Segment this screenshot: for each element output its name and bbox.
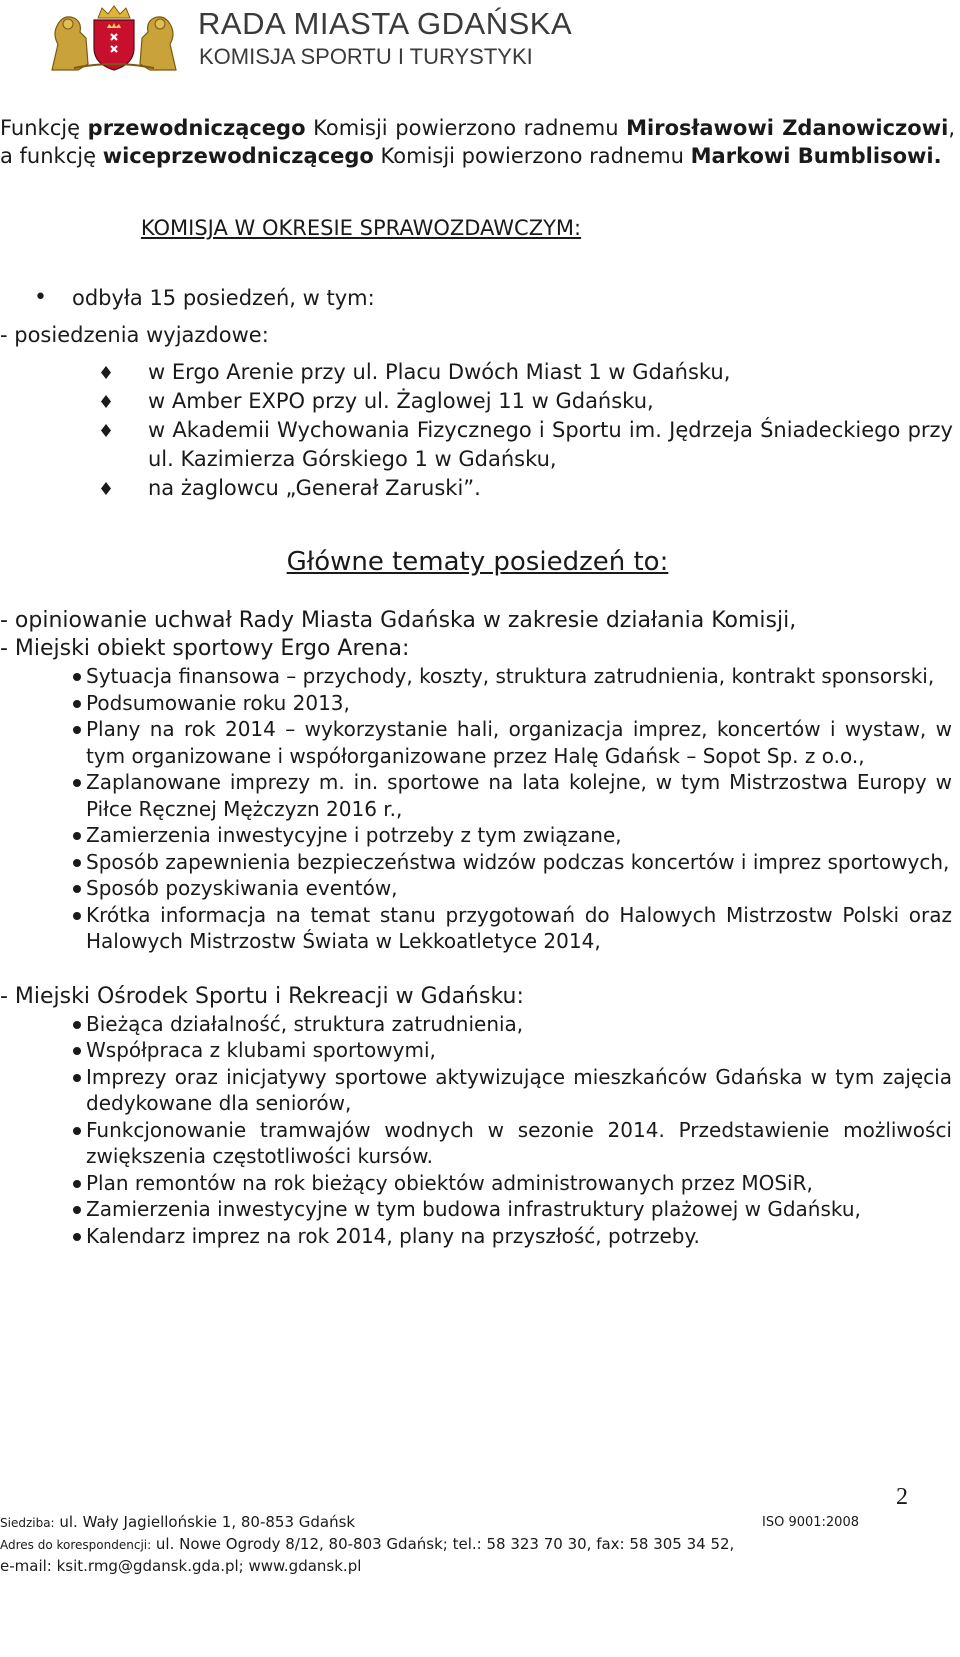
away-heading: - posiedzenia wyjazdowe:: [0, 323, 269, 347]
gdansk-coat-of-arms-icon: [44, 4, 184, 72]
committee-name: KOMISJA SPORTU I TURYSTYKI: [199, 44, 533, 69]
list-item: w Akademii Wychowania Fizycznego i Sportu im. Jędrzeja Śniadeckiego przy ul. Kazimierza Górskiego 1 w Gdańsku,: [0, 416, 955, 474]
list-item: na żaglowcu „Generał Zaruski”.: [0, 474, 955, 503]
meetings-count-item: [0, 284, 955, 312]
away-meetings-list: [0, 358, 955, 503]
intro-text-1: Funkcję: [0, 116, 88, 140]
vice-chair-role: wiceprzewodniczącego: [102, 144, 374, 168]
list-item: Sytuacja finansowa – przychody, koszty, struktura zatrudnienia, kontrakt sponsorski,: [0, 663, 955, 690]
topics-title: Główne tematy posiedzeń to:: [286, 547, 669, 577]
list-item: Plany na rok 2014 – wykorzystanie hali, organizacja imprez, koncertów i wystaw, w tym organizowane i współorganizowane przez Halę Gdańsk – Sopot Sp. z o.o.,: [0, 716, 955, 769]
page-number: 2: [896, 1484, 908, 1510]
list-item: w Ergo Arenie przy ul. Placu Dwóch Miast 1 w Gdańsku,: [0, 358, 955, 387]
correspondence-label: Adres do korespondencji:: [0, 1538, 152, 1552]
list-item: Funkcjonowanie tramwajów wodnych w sezonie 2014. Przedstawienie możliwości zwiększenia częstotliwości kursów.: [0, 1117, 955, 1170]
chair-name: Mirosławowi Zdanowiczowi: [626, 116, 949, 140]
period-heading: KOMISJA W OKRESIE SPRAWOZDAWCZYM:: [140, 216, 582, 240]
seat-address: ul. Wały Jagiellońskie 1, 80-853 Gdańsk: [54, 1513, 356, 1531]
list-item: Sposób zapewnienia bezpieczeństwa widzów podczas koncertów i imprez sportowych,: [0, 849, 955, 876]
diamond-bullet-icon: [101, 424, 111, 437]
intro-text-2: Komisji powierzono radnemu: [305, 116, 627, 140]
list-item: Imprezy oraz inicjatywy sportowe aktywizujące mieszkańców Gdańska w tym zajęcia dedykowane dla seniorów,: [0, 1064, 955, 1117]
vice-chair-name: Markowi Bumblisowi.: [690, 144, 942, 168]
list-item: Krótka informacja na temat stanu przygotowań do Halowych Mistrzostw Polski oraz Halowych Mistrzostw Świata w Lekkoatletyce 2014,: [0, 902, 955, 955]
chair-role: przewodniczącego: [87, 116, 306, 140]
footer-contact-line: e-mail: ksit.rmg@gdansk.gda.pl; www.gdansk.pl: [0, 1557, 362, 1575]
diamond-bullet-icon: [101, 482, 111, 495]
list-item: Bieżąca działalność, struktura zatrudnienia,: [0, 1011, 955, 1038]
footer: [0, 1512, 960, 1577]
list-item: w Amber EXPO przy ul. Żaglowej 11 w Gdańsku,: [0, 387, 955, 416]
intro-paragraph: [0, 114, 955, 170]
ergo-arena-list: [0, 663, 955, 955]
org-name: RADA MIASTA GDAŃSKA: [198, 6, 573, 41]
iso-badge: ISO 9001:2008: [762, 1515, 859, 1530]
list-item: Kalendarz imprez na rok 2014, plany na przyszłość, potrzeby.: [0, 1223, 955, 1250]
seat-label: Siedziba:: [0, 1516, 55, 1530]
ergo-arena-heading: - Miejski obiekt sportowy Ergo Arena:: [0, 636, 410, 661]
list-item: Zaplanowane imprezy m. in. sportowe na lata kolejne, w tym Mistrzostwa Europy w Piłce Ręcznej Mężczyzn 2016 r.,: [0, 769, 955, 822]
list-item: Plan remontów na rok bieżący obiektów administrowanych przez MOSiR,: [0, 1170, 955, 1197]
diamond-bullet-icon: [101, 366, 111, 379]
topic-resolutions: - opiniowanie uchwał Rady Miasta Gdańska w zakresie działania Komisji,: [0, 608, 797, 633]
diamond-bullet-icon: [101, 395, 111, 408]
intro-text-3: , a funkcję: [0, 116, 955, 168]
footer-correspondence-line: [0, 1534, 960, 1556]
intro-text-4: Komisji powierzono radnemu: [373, 144, 691, 168]
list-item: Współpraca z klubami sportowymi,: [0, 1037, 955, 1064]
document-body: [0, 114, 955, 1249]
mosir-list: [0, 1011, 955, 1250]
list-item: Zamierzenia inwestycyjne i potrzeby z tym związane,: [0, 822, 955, 849]
mosir-heading: - Miejski Ośrodek Sportu i Rekreacji w Gdańsku:: [0, 983, 524, 1009]
list-item: Podsumowanie roku 2013,: [0, 690, 955, 717]
list-item: Sposób pozyskiwania eventów,: [0, 875, 955, 902]
meetings-count-text: odbyła 15 posiedzeń, w tym:: [72, 286, 375, 310]
letterhead: [0, 0, 960, 80]
list-item: Zamierzenia inwestycyjne w tym budowa infrastruktury plażowej w Gdańsku,: [0, 1196, 955, 1223]
correspondence-address: ul. Nowe Ogrody 8/12, 80-803 Gdańsk; tel.: 58 323 70 30, fax: 58 305 34 52,: [151, 1535, 735, 1553]
footer-seat-line: [0, 1512, 960, 1534]
